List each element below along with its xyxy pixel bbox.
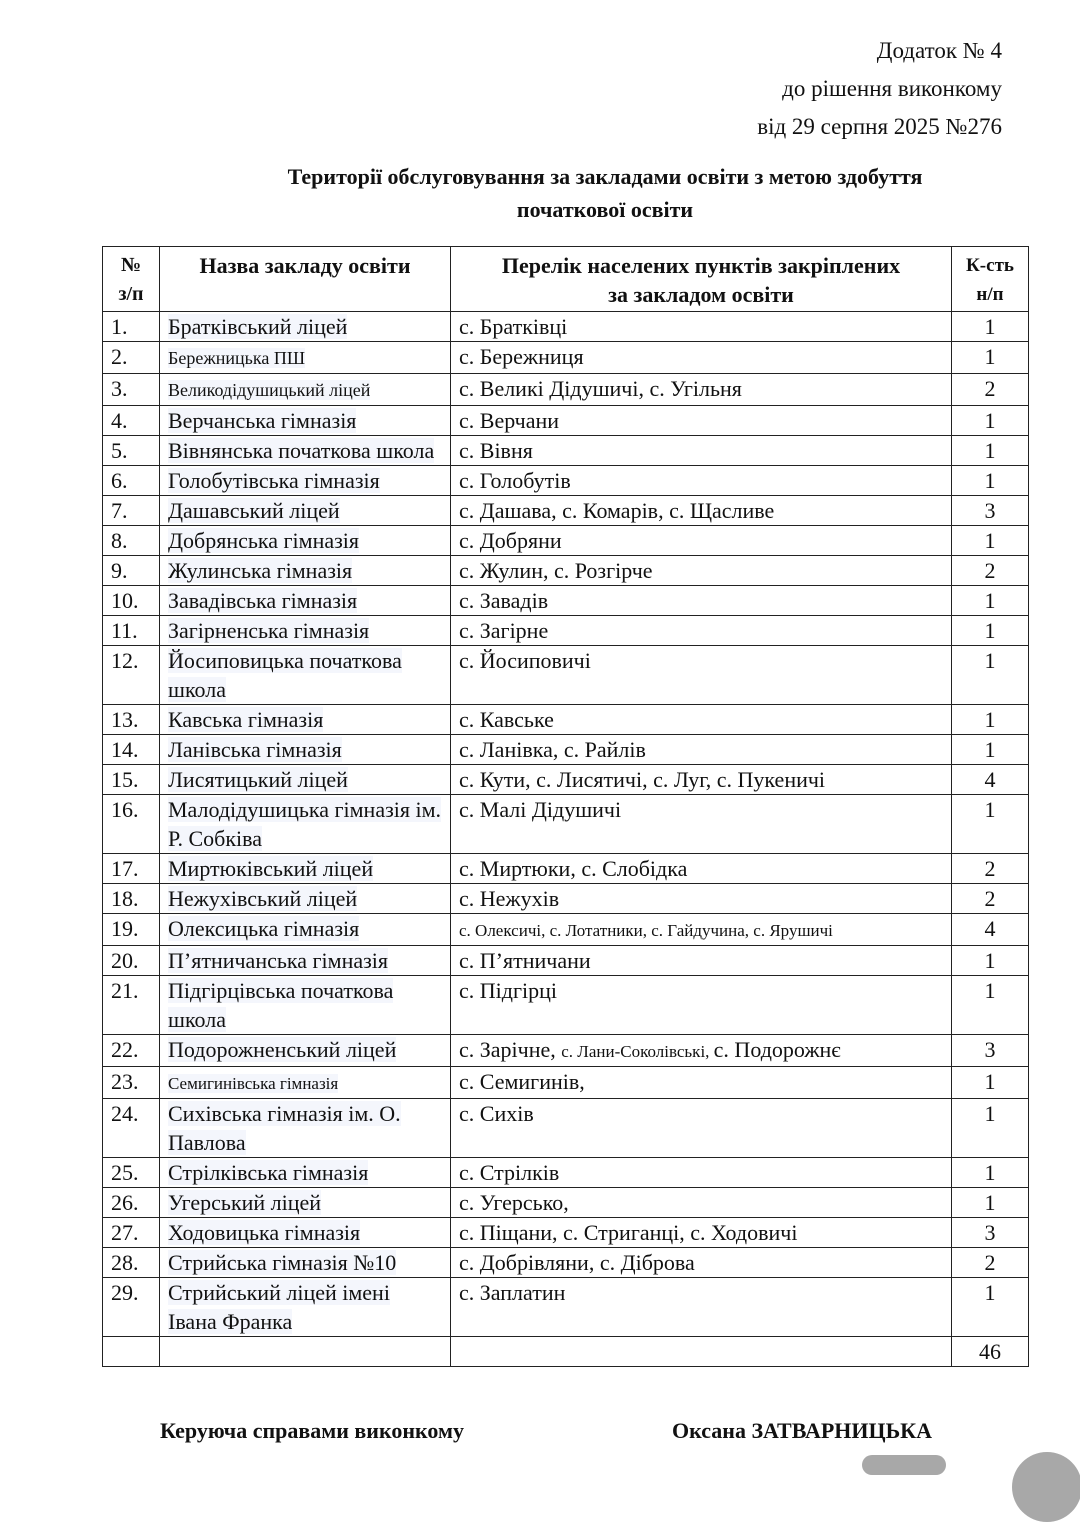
table-row: [103, 374, 1029, 406]
settlements-cell: [451, 374, 952, 406]
row-number: 3.: [103, 374, 160, 406]
row-number: 19.: [103, 914, 160, 946]
row-number: 6.: [103, 466, 160, 496]
settlements-text: с. Верчани: [459, 408, 560, 433]
settlements-cell: [451, 765, 952, 795]
settlements-text: с. Бережниця: [459, 344, 584, 369]
table-row: [103, 946, 1029, 976]
settlements-text: с. Завадів: [459, 588, 549, 613]
viewer-overlay-pill[interactable]: [862, 1455, 946, 1475]
signatory-name: Оксана ЗАТВАРНИЦЬКА: [672, 1418, 933, 1443]
school-name: Миртюківський ліцей: [168, 856, 374, 881]
settlement-count: 1: [952, 946, 1029, 976]
school-name: Ходовицька гімназія: [168, 1220, 361, 1245]
table-row: [103, 556, 1029, 586]
school-name-cell: [160, 496, 451, 526]
viewer-overlay-button[interactable]: [1012, 1452, 1080, 1522]
settlement-count: 1: [952, 976, 1029, 1035]
school-name-cell: [160, 914, 451, 946]
school-name-cell: [160, 795, 451, 854]
row-number: 20.: [103, 946, 160, 976]
settlement-count: 1: [952, 646, 1029, 705]
header-settlements: [451, 247, 952, 312]
settlements-text: с. Заплатин: [459, 1280, 566, 1305]
school-name: Верчанська гімназія: [168, 408, 357, 433]
settlement-count: 1: [952, 406, 1029, 436]
school-name: Нежухівський ліцей: [168, 886, 358, 911]
school-name-cell: [160, 735, 451, 765]
table-row: [103, 705, 1029, 735]
total-count: 46: [952, 1337, 1029, 1367]
settlements-cell: [451, 795, 952, 854]
settlements-cell: [451, 1035, 952, 1067]
settlement-part: с. Лани-Соколівські,: [561, 1042, 714, 1061]
total-empty-2: [160, 1337, 451, 1367]
settlements-text: с. Підгірці: [459, 978, 557, 1003]
school-name-cell: [160, 946, 451, 976]
header-count-line1: К-сть: [966, 255, 1014, 276]
school-name-cell: [160, 556, 451, 586]
settlement-part: с. Зарічне,: [459, 1037, 562, 1062]
school-name: Йосиповицька початкова школа: [168, 648, 402, 702]
row-number: 26.: [103, 1188, 160, 1218]
signatory-position: Керуюча справами виконкому: [160, 1418, 464, 1443]
header-number: [103, 247, 160, 312]
school-name: Кавська гімназія: [168, 707, 324, 732]
school-name: Сихівська гімназія ім. О. Павлова: [168, 1101, 401, 1155]
settlements-text: с. Стрілків: [459, 1160, 560, 1185]
header-count: [952, 247, 1029, 312]
settlements-text: с. Загірне: [459, 618, 549, 643]
settlements-cell: [451, 1158, 952, 1188]
table-row: [103, 854, 1029, 884]
settlements-cell: [451, 705, 952, 735]
row-number: 21.: [103, 976, 160, 1035]
school-name-cell: [160, 884, 451, 914]
school-name: Стрийська гімназія №10: [168, 1250, 397, 1275]
settlements-cell: [451, 496, 952, 526]
school-name: Добрянська гімназія: [168, 528, 360, 553]
settlements-cell: [451, 976, 952, 1035]
row-number: 11.: [103, 616, 160, 646]
school-name-cell: [160, 765, 451, 795]
header-number-line1: №: [120, 254, 142, 276]
settlement-count: 1: [952, 1188, 1029, 1218]
settlement-count: 1: [952, 466, 1029, 496]
table-row: [103, 312, 1029, 342]
settlements-cell: [451, 586, 952, 616]
table-row: [103, 765, 1029, 795]
settlements-cell: [451, 1218, 952, 1248]
settlements-text: с. Піщани, с. Стриганці, с. Ходовичі: [459, 1220, 798, 1245]
school-name: Семигинівська гімназія: [168, 1074, 339, 1093]
settlements-cell: [451, 735, 952, 765]
settlements-cell: [451, 854, 952, 884]
settlements-text: с. Олексичі, с. Лотатники, с. Гайдучина, с. Ярушичі: [459, 921, 833, 940]
school-name-cell: [160, 374, 451, 406]
school-name: Завадівська гімназія: [168, 588, 358, 613]
school-name: Голобутівська гімназія: [168, 468, 380, 493]
school-name-cell: [160, 1188, 451, 1218]
row-number: 27.: [103, 1218, 160, 1248]
appendix-decision: до рішення виконкому: [782, 76, 1002, 101]
table-row: [103, 735, 1029, 765]
table-row: [103, 1278, 1029, 1337]
settlements-text: с. Братківці: [459, 314, 568, 339]
settlement-count: 2: [952, 1248, 1029, 1278]
school-name-cell: [160, 616, 451, 646]
header-settlements-line2: за закладом освіти: [608, 282, 794, 307]
row-number: 10.: [103, 586, 160, 616]
settlement-count: 1: [952, 436, 1029, 466]
settlements-cell: [451, 1248, 952, 1278]
school-name-cell: [160, 646, 451, 705]
row-number: 14.: [103, 735, 160, 765]
settlements-text: с. Добрівляни, с. Діброва: [459, 1250, 695, 1275]
table-row: [103, 466, 1029, 496]
settlement-part: с. Подорожнє: [713, 1037, 841, 1062]
table-row: [103, 436, 1029, 466]
settlements-text: с. Нежухів: [459, 886, 560, 911]
total-empty-1: [103, 1337, 160, 1367]
school-name-cell: [160, 1067, 451, 1099]
table-row: [103, 646, 1029, 705]
settlement-count: 4: [952, 914, 1029, 946]
row-number: 13.: [103, 705, 160, 735]
total-empty-3: [451, 1337, 952, 1367]
row-number: 23.: [103, 1067, 160, 1099]
school-name-cell: [160, 586, 451, 616]
school-name: Малодідушицька гімназія ім. Р. Собківа: [168, 797, 442, 851]
settlement-count: 1: [952, 586, 1029, 616]
settlements-cell: [451, 946, 952, 976]
table-row: [103, 342, 1029, 374]
settlements-cell: [451, 466, 952, 496]
school-name-cell: [160, 1278, 451, 1337]
school-name: Стрийський ліцей імені Івана Франка: [168, 1280, 390, 1334]
row-number: 4.: [103, 406, 160, 436]
table-row: [103, 406, 1029, 436]
settlements-cell: [451, 1278, 952, 1337]
school-name: Ланівська гімназія: [168, 737, 342, 762]
settlements-cell: [451, 914, 952, 946]
school-name-cell: [160, 526, 451, 556]
settlement-count: 3: [952, 1218, 1029, 1248]
header-count-line2: н/п: [976, 284, 1004, 305]
table-row: [103, 914, 1029, 946]
settlement-count: 3: [952, 1035, 1029, 1067]
row-number: 12.: [103, 646, 160, 705]
table-body: [103, 312, 1029, 1337]
school-name: Лисятицький ліцей: [168, 767, 348, 792]
school-name-cell: [160, 1035, 451, 1067]
settlements-text: с. П’ятничани: [459, 948, 591, 973]
row-number: 8.: [103, 526, 160, 556]
school-name: Підгірцівська початкова школа: [168, 978, 394, 1032]
settlements-text: с. Йосиповичі: [459, 648, 591, 673]
table-row: [103, 884, 1029, 914]
row-number: 25.: [103, 1158, 160, 1188]
table-row: [103, 1188, 1029, 1218]
table-row: [103, 496, 1029, 526]
school-name-cell: [160, 976, 451, 1035]
school-name-cell: [160, 1248, 451, 1278]
settlements-cell: [451, 884, 952, 914]
table-row: [103, 526, 1029, 556]
settlements-text: с. Великі Дідушичі, с. Угільня: [459, 376, 742, 401]
header-name: Назва закладу освіти: [160, 247, 451, 312]
settlements-text: с. Кути, с. Лисятичі, с. Луг, с. Пукеничі: [459, 767, 826, 792]
row-number: 16.: [103, 795, 160, 854]
title-line-2: початкової освіти: [516, 197, 694, 222]
settlement-count: 1: [952, 616, 1029, 646]
total-row: [103, 1337, 1029, 1367]
settlement-count: 2: [952, 374, 1029, 406]
table-row: [103, 1158, 1029, 1188]
school-name-cell: [160, 1158, 451, 1188]
settlements-cell: [451, 406, 952, 436]
row-number: 1.: [103, 312, 160, 342]
settlements-cell: [451, 436, 952, 466]
table-row: [103, 1035, 1029, 1067]
school-name-cell: [160, 466, 451, 496]
settlement-count: 1: [952, 1099, 1029, 1158]
table-row: [103, 1067, 1029, 1099]
school-name: Угерський ліцей: [168, 1190, 322, 1215]
school-name-cell: [160, 854, 451, 884]
school-name-cell: [160, 342, 451, 374]
school-name: Стрілківська гімназія: [168, 1160, 369, 1185]
table-row: [103, 586, 1029, 616]
school-name: Подорожненський ліцей: [168, 1037, 397, 1062]
table-row: [103, 616, 1029, 646]
schools-table: [102, 246, 1029, 1367]
settlement-count: 2: [952, 556, 1029, 586]
settlements-text: с. Миртюки, с. Слобідка: [459, 856, 688, 881]
school-name-cell: [160, 312, 451, 342]
settlements-text: с. Добряни: [459, 528, 562, 553]
settlement-count: 1: [952, 705, 1029, 735]
settlements-cell: [451, 616, 952, 646]
school-name: Вівнянська початкова школа: [168, 438, 435, 463]
school-name: Жулинська гімназія: [168, 558, 353, 583]
settlements-cell: [451, 1188, 952, 1218]
row-number: 2.: [103, 342, 160, 374]
table-row: [103, 1218, 1029, 1248]
row-number: 29.: [103, 1278, 160, 1337]
table-row: [103, 976, 1029, 1035]
settlements-text: с. Малі Дідушичі: [459, 797, 622, 822]
settlements-text: с. Ланівка, с. Райлів: [459, 737, 646, 762]
settlement-count: 1: [952, 526, 1029, 556]
school-name: Дашавський ліцей: [168, 498, 340, 523]
school-name: Братківський ліцей: [168, 314, 348, 339]
settlements-text: с. Семигинів,: [459, 1069, 585, 1094]
settlements-cell: [451, 312, 952, 342]
header-settlements-line1: Перелік населених пунктів закріплених: [501, 253, 901, 278]
settlement-count: 1: [952, 735, 1029, 765]
school-name: Олексицька гімназія: [168, 916, 360, 941]
row-number: 9.: [103, 556, 160, 586]
settlements-cell: [451, 646, 952, 705]
settlement-count: 2: [952, 854, 1029, 884]
settlements-cell: [451, 556, 952, 586]
school-name-cell: [160, 436, 451, 466]
settlements-text: с. Жулин, с. Розгірче: [459, 558, 653, 583]
settlements-cell: [451, 1099, 952, 1158]
school-name: Бережницька ПШ: [168, 348, 305, 368]
settlement-count: 1: [952, 1278, 1029, 1337]
settlements-text: с. Голобутів: [459, 468, 571, 493]
appendix-number: Додаток № 4: [876, 38, 1002, 63]
row-number: 24.: [103, 1099, 160, 1158]
settlements-cell: [451, 526, 952, 556]
row-number: 18.: [103, 884, 160, 914]
title-line-1: Території обслуговування за закладами освіти з метою здобуття: [287, 164, 923, 189]
school-name: Загірненська гімназія: [168, 618, 370, 643]
table-row: [103, 1248, 1029, 1278]
settlement-count: 4: [952, 765, 1029, 795]
school-name: Великодідушицький ліцей: [168, 380, 371, 400]
settlement-count: 3: [952, 496, 1029, 526]
row-number: 15.: [103, 765, 160, 795]
row-number: 28.: [103, 1248, 160, 1278]
settlements-text: с. Угерсько,: [459, 1190, 569, 1215]
school-name-cell: [160, 705, 451, 735]
settlements-text: с. Кавське: [459, 707, 554, 732]
appendix-header: [757, 32, 1002, 146]
settlements-cell: [451, 1067, 952, 1099]
row-number: 5.: [103, 436, 160, 466]
table-row: [103, 1099, 1029, 1158]
row-number: 7.: [103, 496, 160, 526]
school-name: П’ятничанська гімназія: [168, 948, 389, 973]
table-row: [103, 795, 1029, 854]
settlement-count: 1: [952, 1158, 1029, 1188]
settlement-count: 1: [952, 1067, 1029, 1099]
row-number: 22.: [103, 1035, 160, 1067]
settlement-count: 2: [952, 884, 1029, 914]
settlement-count: 1: [952, 795, 1029, 854]
settlement-count: 1: [952, 342, 1029, 374]
school-name-cell: [160, 1218, 451, 1248]
row-number: 17.: [103, 854, 160, 884]
settlements-text: с. Сихів: [459, 1101, 534, 1126]
header-number-line2: з/п: [118, 283, 144, 305]
school-name-cell: [160, 1099, 451, 1158]
appendix-date: від 29 серпня 2025 №276: [757, 114, 1002, 139]
document-title: [200, 160, 1010, 226]
table-header-row: [103, 247, 1029, 312]
settlements-cell: [451, 342, 952, 374]
settlement-count: 1: [952, 312, 1029, 342]
settlements-text: с. Дашава, с. Комарів, с. Щасливе: [459, 498, 775, 523]
school-name-cell: [160, 406, 451, 436]
settlements-text: с. Вівня: [459, 438, 533, 463]
